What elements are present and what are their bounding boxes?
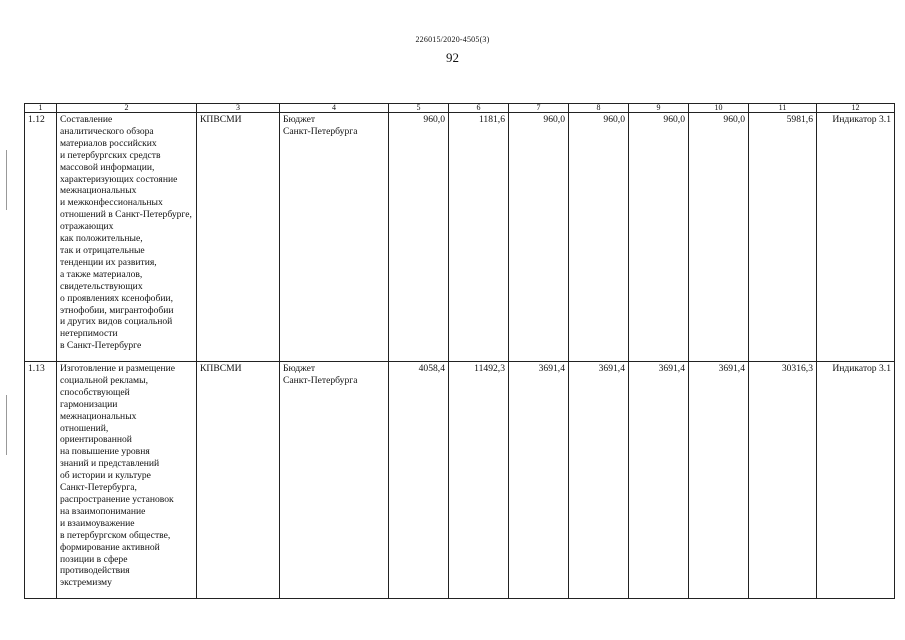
row-number: 1.12 — [25, 113, 57, 362]
total-amount: 5981,6 — [749, 113, 817, 362]
funding-source: Бюджет Санкт-Петербурга — [280, 113, 389, 362]
activity-description: Изготовление и размещение социальной рекламы, способствующей гармонизации межнациональных отношений, ориентированной на повышение уровня знаний и представлений об истории и культуре Санкт-Петербурга, распространение установок на взаимопонимание и взаимоуважение в петербургском обществе, формирование активной позиции в сфере противодействия экстремизму — [57, 362, 197, 599]
column-number-row — [25, 104, 895, 113]
amount-cell: 3691,4 — [629, 362, 689, 599]
column-header: 8 — [569, 104, 629, 113]
activity-description: Составление аналитического обзора материалов российских и петербургских средств массовой информации, характеризующих состояние межнациональных и межконфессиональных отношений в Санкт-Петербурге, отражающих как положительные, так и отрицательные тенденции их развития, а также материалов, свидетельствующих о проявлениях ксенофобии, этнофобии, мигрантофобии и других видов социальной нетерпимости в Санкт-Петербурге — [57, 113, 197, 362]
amount-cell: 3691,4 — [689, 362, 749, 599]
total-amount: 30316,3 — [749, 362, 817, 599]
column-header: 3 — [197, 104, 280, 113]
page-number: 92 — [446, 50, 459, 65]
column-header: 5 — [389, 104, 449, 113]
funding-source: Бюджет Санкт-Петербурга — [280, 362, 389, 599]
column-header: 7 — [509, 104, 569, 113]
amount-cell: 1181,6 — [449, 113, 509, 362]
amount-cell: 960,0 — [389, 113, 449, 362]
column-header: 4 — [280, 104, 389, 113]
budget-table — [24, 103, 895, 599]
amount-cell: 11492,3 — [449, 362, 509, 599]
amount-cell: 960,0 — [689, 113, 749, 362]
executor: КПВСМИ — [197, 113, 280, 362]
column-header: 9 — [629, 104, 689, 113]
column-header: 11 — [749, 104, 817, 113]
scan-mark — [6, 150, 7, 210]
column-header: 2 — [57, 104, 197, 113]
amount-cell: 960,0 — [509, 113, 569, 362]
amount-cell: 960,0 — [569, 113, 629, 362]
amount-cell: 960,0 — [629, 113, 689, 362]
amount-cell: 4058,4 — [389, 362, 449, 599]
indicator: Индикатор 3.1 — [817, 113, 895, 362]
column-header: 12 — [817, 104, 895, 113]
indicator: Индикатор 3.1 — [817, 362, 895, 599]
executor: КПВСМИ — [197, 362, 280, 599]
column-header: 10 — [689, 104, 749, 113]
amount-cell: 3691,4 — [569, 362, 629, 599]
table-row — [25, 362, 895, 599]
document-id: 226015/2020-4505(3) — [415, 35, 490, 44]
column-header: 1 — [25, 104, 57, 113]
table-row — [25, 113, 895, 362]
row-number: 1.13 — [25, 362, 57, 599]
amount-cell: 3691,4 — [509, 362, 569, 599]
scan-mark — [6, 395, 7, 455]
column-header: 6 — [449, 104, 509, 113]
